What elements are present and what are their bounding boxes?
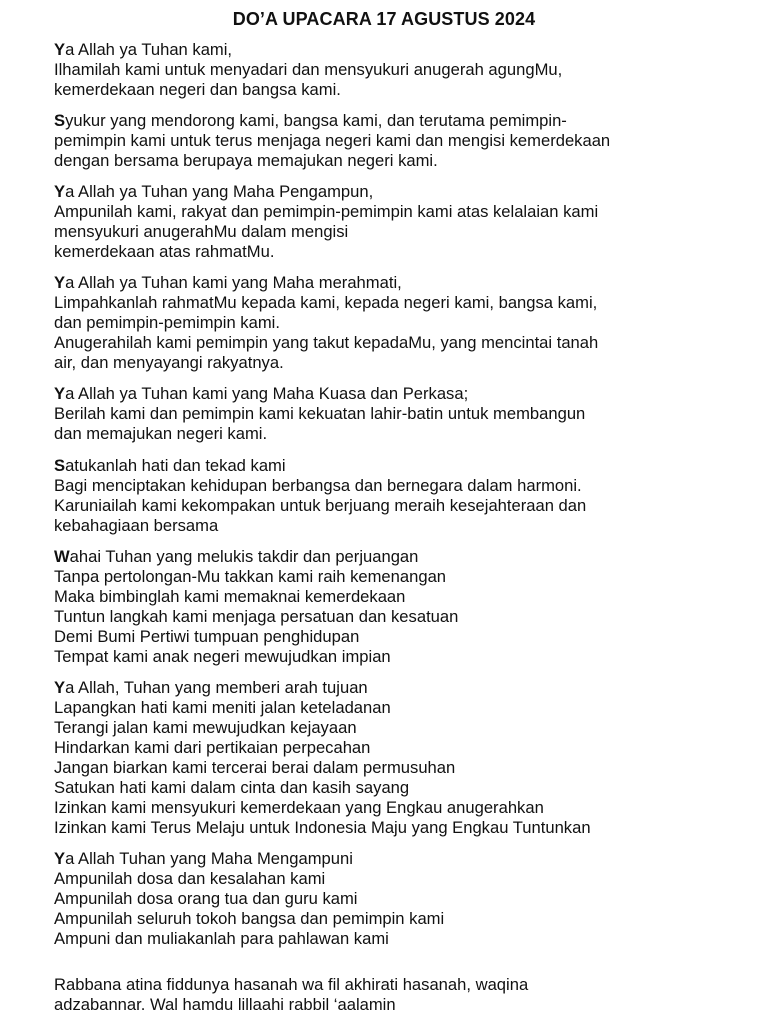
prayer-line bbox=[54, 678, 744, 698]
prayer-line bbox=[54, 424, 744, 444]
line-text: Ampunilah seluruh tokoh bangsa dan pemimpin kami bbox=[54, 909, 445, 928]
prayer-line bbox=[54, 798, 744, 818]
line-text: Jangan biarkan kami tercerai berai dalam permusuhan bbox=[54, 758, 456, 777]
line-text: Ampunilah kami, rakyat dan pemimpin-pemimpin kami atas kelalaian kami bbox=[54, 202, 599, 221]
line-text: Tempat kami anak negeri mewujudkan impian bbox=[54, 647, 391, 666]
line-text: Demi Bumi Pertiwi tumpuan penghidupan bbox=[54, 627, 360, 646]
prayer-line bbox=[54, 273, 744, 293]
line-text: yukur yang mendorong kami, bangsa kami, dan terutama pemimpin- bbox=[65, 111, 567, 130]
prayer-line bbox=[54, 202, 744, 222]
prayer-line bbox=[54, 242, 744, 262]
prayer-line bbox=[54, 131, 744, 151]
line-text: ahai Tuhan yang melukis takdir dan perjuangan bbox=[69, 547, 419, 566]
prayer-line bbox=[54, 607, 744, 627]
prayer-line bbox=[54, 567, 744, 587]
drop-initial: S bbox=[54, 456, 66, 475]
line-text: Bagi menciptakan kehidupan berbangsa dan bernegara dalam harmoni. bbox=[54, 476, 582, 495]
document-title: DO’A UPACARA 17 AGUSTUS 2024 bbox=[232, 9, 536, 29]
line-text: Berilah kami dan pemimpin kami kekuatan lahir-batin untuk membangun bbox=[54, 404, 586, 423]
line-text: a Allah ya Tuhan kami yang Maha Kuasa dan Perkasa; bbox=[65, 384, 469, 403]
line-text: Satukan hati kami dalam cinta dan kasih sayang bbox=[54, 778, 410, 797]
line-text: Ilhamilah kami untuk menyadari dan mensyukuri anugerah agungMu, bbox=[54, 60, 563, 79]
prayer-line bbox=[54, 353, 744, 373]
line-text: dan memajukan negeri kami. bbox=[54, 424, 268, 443]
prayer-paragraph bbox=[54, 273, 744, 373]
prayer-line bbox=[54, 333, 744, 353]
prayer-paragraph bbox=[54, 456, 744, 536]
prayer-line bbox=[54, 995, 744, 1015]
drop-initial: Y bbox=[54, 678, 66, 697]
prayer-line bbox=[54, 60, 744, 80]
prayer-line bbox=[54, 384, 744, 404]
line-text: mensyukuri anugerahMu dalam mengisi bbox=[54, 222, 349, 241]
prayer-line bbox=[54, 80, 744, 100]
line-text: a Allah ya Tuhan yang Maha Pengampun, bbox=[65, 182, 374, 201]
line-text: Karuniailah kami kekompakan untuk berjuang meraih kesejahteraan dan bbox=[54, 496, 587, 515]
line-text: a Allah Tuhan yang Maha Mengampuni bbox=[65, 849, 353, 868]
prayer-line bbox=[54, 313, 744, 333]
line-text: a Allah ya Tuhan kami yang Maha merahmati, bbox=[65, 273, 402, 292]
drop-initial: W bbox=[54, 547, 70, 566]
prayer-line bbox=[54, 627, 744, 647]
line-text: Ampunilah dosa dan kesalahan kami bbox=[54, 869, 326, 888]
prayer-line bbox=[54, 587, 744, 607]
prayer-line bbox=[54, 476, 744, 496]
prayer-paragraph bbox=[54, 849, 744, 949]
prayer-paragraph bbox=[54, 40, 744, 100]
prayer-line bbox=[54, 818, 744, 838]
drop-initial: S bbox=[54, 111, 66, 130]
line-text: Limpahkanlah rahmatMu kepada kami, kepada negeri kami, bangsa kami, bbox=[54, 293, 598, 312]
line-text: Terangi jalan kami mewujudkan kejayaan bbox=[54, 718, 357, 737]
prayer-paragraph bbox=[54, 547, 744, 667]
prayer-line bbox=[54, 869, 744, 889]
line-text: Anugerahilah kami pemimpin yang takut kepadaMu, yang mencintai tanah bbox=[54, 333, 599, 352]
prayer-line bbox=[54, 698, 744, 718]
prayer-line bbox=[54, 909, 744, 929]
line-text: Rabbana atina fiddunya hasanah wa fil akhirati hasanah, waqina bbox=[54, 975, 529, 994]
line-text: atukanlah hati dan tekad kami bbox=[65, 456, 286, 475]
drop-initial: Y bbox=[54, 182, 66, 201]
line-text: Tanpa pertolongan-Mu takkan kami raih kemenangan bbox=[54, 567, 447, 586]
prayer-line bbox=[54, 849, 744, 869]
line-text: kebahagiaan bersama bbox=[54, 516, 219, 535]
prayer-line bbox=[54, 293, 744, 313]
prayer-line bbox=[54, 647, 744, 667]
prayer-line bbox=[54, 758, 744, 778]
prayer-line bbox=[54, 404, 744, 424]
drop-initial: Y bbox=[54, 849, 66, 868]
prayer-line bbox=[54, 778, 744, 798]
prayer-line bbox=[54, 929, 744, 949]
line-text: Maka bimbinglah kami memaknai kemerdekaan bbox=[54, 587, 406, 606]
line-text: Izinkan kami mensyukuri kemerdekaan yang Engkau anugerahkan bbox=[54, 798, 544, 817]
line-text: a Allah ya Tuhan kami, bbox=[65, 40, 233, 59]
line-text: Ampuni dan muliakanlah para pahlawan kami bbox=[54, 929, 389, 948]
line-text: adzabannar. Wal hamdu lillaahi rabbil ‘aalamin bbox=[54, 995, 396, 1014]
prayer-line bbox=[54, 456, 744, 476]
prayer-line bbox=[54, 111, 744, 131]
prayer-line bbox=[54, 889, 744, 909]
prayer-paragraph bbox=[54, 975, 744, 1015]
drop-initial: Y bbox=[54, 40, 66, 59]
prayer-line bbox=[54, 718, 744, 738]
line-text: Hindarkan kami dari pertikaian perpecahan bbox=[54, 738, 371, 757]
prayer-paragraph bbox=[54, 182, 744, 262]
prayer-line bbox=[54, 738, 744, 758]
line-text: air, dan menyayangi rakyatnya. bbox=[54, 353, 284, 372]
line-text: a Allah, Tuhan yang memberi arah tujuan bbox=[65, 678, 368, 697]
line-text: kemerdekaan negeri dan bangsa kami. bbox=[54, 80, 341, 99]
prayer-line bbox=[54, 222, 744, 242]
prayer-line bbox=[54, 151, 744, 171]
prayer-line bbox=[54, 975, 744, 995]
drop-initial: Y bbox=[54, 384, 66, 403]
line-text: dan pemimpin-pemimpin kami. bbox=[54, 313, 280, 332]
line-text: Tuntun langkah kami menjaga persatuan dan kesatuan bbox=[54, 607, 459, 626]
prayer-paragraph bbox=[54, 678, 744, 838]
line-text: Lapangkan hati kami meniti jalan keteladanan bbox=[54, 698, 391, 717]
line-text: Ampunilah dosa orang tua dan guru kami bbox=[54, 889, 358, 908]
line-text: pemimpin kami untuk terus menjaga negeri kami dan mengisi kemerdekaan bbox=[54, 131, 611, 150]
line-text: kemerdekaan atas rahmatMu. bbox=[54, 242, 275, 261]
line-text: dengan bersama berupaya memajukan negeri kami. bbox=[54, 151, 438, 170]
prayer-line bbox=[54, 182, 744, 202]
prayer-line bbox=[54, 547, 744, 567]
prayer-paragraph bbox=[54, 111, 744, 171]
drop-initial: Y bbox=[54, 273, 66, 292]
prayer-line bbox=[54, 40, 744, 60]
prayer-line bbox=[54, 496, 744, 516]
line-text: Izinkan kami Terus Melaju untuk Indonesia Maju yang Engkau Tuntunkan bbox=[54, 818, 591, 837]
prayer-paragraph bbox=[54, 384, 744, 444]
prayer-line bbox=[54, 516, 744, 536]
